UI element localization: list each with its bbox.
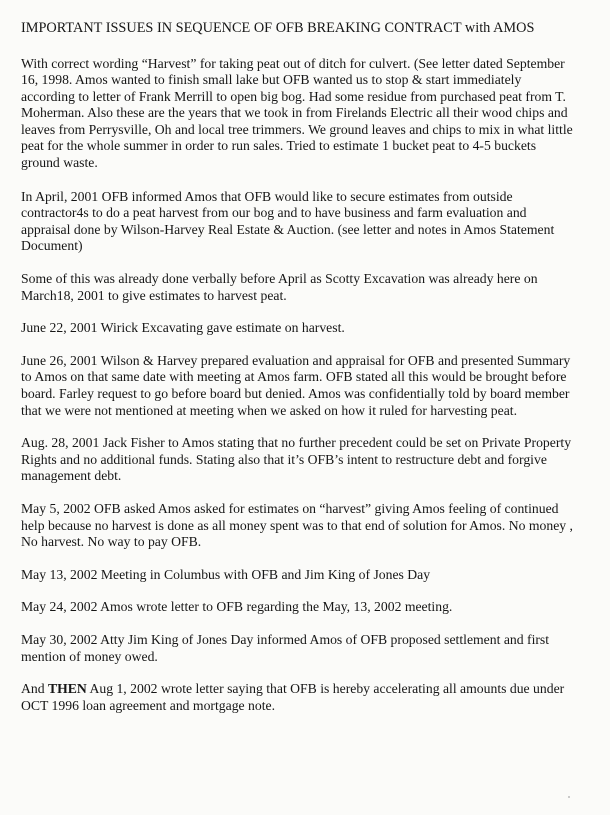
- last-paragraph-lead: And: [21, 681, 48, 697]
- scan-speck: [568, 796, 570, 798]
- emphasis-then: THEN: [48, 681, 87, 697]
- paragraph-may-30-2002: May 30, 2002 Atty Jim King of Jones Day informed Amos of OFB proposed settlement and first mention of money owed.: [21, 631, 550, 664]
- paragraph-may-5-2002: May 5, 2002 OFB asked Amos asked for estimates on “harvest” giving Amos feeling of continued help because no harvest is done as all money spent was to that end of solution for Amos. No money , No harvest. No way to pay OFB.: [21, 500, 573, 550]
- paragraph-june-22-2001: June 22, 2001 Wirick Excavating gave estimate on harvest.: [21, 320, 345, 336]
- paragraph-may-13-2002: May 13, 2002 Meeting in Columbus with OFB and Jim King of Jones Day: [21, 566, 431, 582]
- paragraph-scotty-excavation: Some of this was already done verbally before April as Scotty Excavation was already here on March18, 2001 to give estimates to harvest peat.: [21, 271, 538, 303]
- paragraph-harvest-wording: With correct wording “Harvest” for taking peat out of ditch for culvert. (See letter dated September 16, 1998. Amos wanted to finish small lake but OFB wanted us to stop & start immediately according to letter of Frank Merrill to open big bog. Had some residue from purchased peat from T. Moherman. Also these are the years that we took in from Firelands Electric all their wood chips and leaves from Perrysville, Oh and local tree trimmers. We ground leaves and chips to mix in what little peat for the whole summer in order to run sales. Tried to estimate 1 bucket peat to 4-5 buckets ground waste.: [21, 55, 573, 171]
- last-paragraph-rest: Aug 1, 2002 wrote letter saying that OFB is hereby accelerating all amounts due under OCT 1996 loan agreement and mortgage note.: [21, 681, 565, 713]
- paragraph-april-2001: In April, 2001 OFB informed Amos that OFB would like to secure estimates from outside contractor4s to do a peat harvest from our bog and to have business and farm evaluation and appraisal done by Wilson-Harvey Real Estate & Auction. (see letter and notes in Amos Statement Document): [21, 188, 555, 254]
- document-title: IMPORTANT ISSUES IN SEQUENCE OF OFB BREAKING CONTRACT with AMOS: [21, 20, 535, 36]
- paragraph-may-24-2002: May 24, 2002 Amos wrote letter to OFB regarding the May, 13, 2002 meeting.: [21, 599, 453, 615]
- paragraph-aug-1-2002: [21, 681, 574, 714]
- paragraph-june-26-2001: June 26, 2001 Wilson & Harvey prepared evaluation and appraisal for OFB and presented Summary to Amos on that same date with meeting at Amos farm. OFB stated all this would be brought before board. Farley request to go before board but denied. Amos was confidentially told by board member that we were not mentioned at meeting when we asked on how it ruled for harvesting peat.: [21, 352, 571, 418]
- paragraph-aug-28-2001: Aug. 28, 2001 Jack Fisher to Amos stating that no further precedent could be set on Private Property Rights and no additional funds. Stating also that it’s OFB’s intent to restructure debt and forgive management debt.: [21, 435, 572, 484]
